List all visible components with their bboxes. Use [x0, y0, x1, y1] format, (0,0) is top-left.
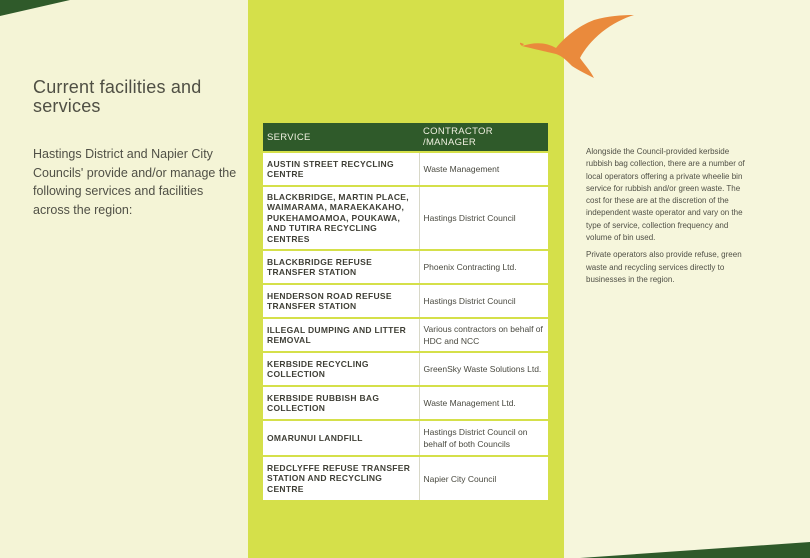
table-row [263, 318, 548, 352]
service-cell: HENDERSON ROAD REFUSE TRANSFER STATION [263, 284, 419, 318]
bird-icon [520, 12, 638, 82]
service-cell: BLACKBRIDGE REFUSE TRANSFER STATION [263, 250, 419, 284]
table-row [263, 284, 548, 318]
service-cell: OMARUNUI LANDFILL [263, 420, 419, 456]
contractor-cell: Waste Management [419, 152, 548, 186]
facilities-table [263, 123, 548, 500]
service-cell: BLACKBRIDGE, MARTIN PLACE, WAIMARAMA, MARAEKAKAHO, PUKEHAMOAMOA, POUKAWA, AND TUTIRA RECYCLING CENTRES [263, 186, 419, 250]
side-text [586, 146, 756, 291]
table-row [263, 186, 548, 250]
table-row [263, 352, 548, 386]
contractor-cell: Various contractors on behalf of HDC and NCC [419, 318, 548, 352]
side-paragraph: Alongside the Council-provided kerbside rubbish bag collection, there are a number of local operators offering a private wheelie bin service for rubbish and/or green waste. The cost for these are at the discretion of the independent waste operator and vary on the type of service, collection frequency and volume of bin used. [586, 147, 745, 243]
intro-text: Hastings District and Napier City Councils' provide and/or manage the following services and facilities across the region: [33, 147, 237, 217]
service-column-header: SERVICE [263, 123, 419, 152]
contractor-cell: GreenSky Waste Solutions Ltd. [419, 352, 548, 386]
service-cell: AUSTIN STREET RECYCLING CENTRE [263, 152, 419, 186]
table-row [263, 456, 548, 500]
service-cell: KERBSIDE RUBBISH BAG COLLECTION [263, 386, 419, 420]
table-row [263, 250, 548, 284]
table-row [263, 386, 548, 420]
contractor-column-header: CONTRACTOR /MANAGER [419, 123, 548, 152]
table-header-row [263, 123, 548, 152]
service-cell: REDCLYFFE REFUSE TRANSFER STATION AND RECYCLING CENTRE [263, 456, 419, 500]
contractor-cell: Napier City Council [419, 456, 548, 500]
table-row [263, 152, 548, 186]
contractor-cell: Hastings District Council [419, 284, 548, 318]
table-body [263, 152, 548, 500]
service-cell: KERBSIDE RECYCLING COLLECTION [263, 352, 419, 386]
side-paragraph: Private operators also provide refuse, green waste and recycling services directly to businesses in the region. [586, 250, 742, 284]
contractor-cell: Hastings District Council [419, 186, 548, 250]
table-row [263, 420, 548, 456]
page-title: Current facilities and services [33, 77, 202, 116]
contractor-cell: Phoenix Contracting Ltd. [419, 250, 548, 284]
contractor-cell: Waste Management Ltd. [419, 386, 548, 420]
service-cell: ILLEGAL DUMPING AND LITTER REMOVAL [263, 318, 419, 352]
contractor-cell: Hastings District Council on behalf of both Councils [419, 420, 548, 456]
